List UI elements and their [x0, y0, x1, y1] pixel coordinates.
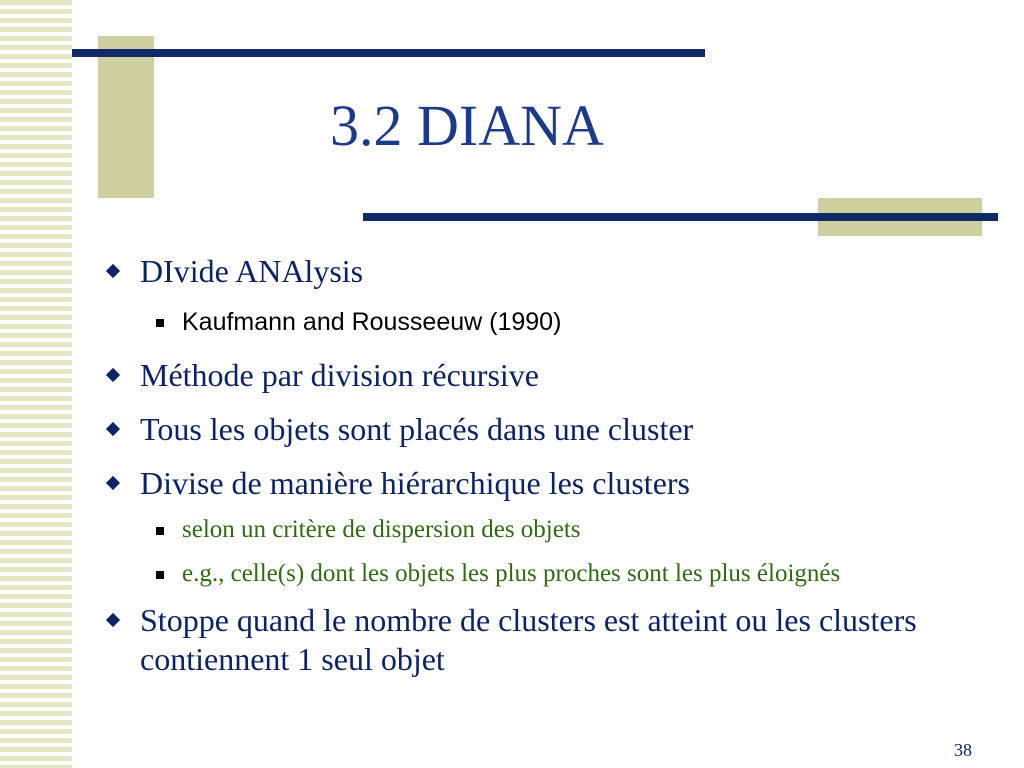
decor-block-left — [98, 36, 154, 198]
sub-bullet-4-1: selon un critère de dispersion des objets — [104, 515, 984, 545]
diamond-bullet-icon — [106, 264, 120, 278]
diamond-bullet-icon — [106, 368, 120, 382]
page-number: 38 — [954, 740, 972, 760]
bullet-4: Divise de manière hiérarchique les clusters — [104, 464, 984, 503]
bullet-3: Tous les objets sont placés dans une cluster — [104, 410, 984, 449]
bottom-rule — [363, 213, 998, 221]
bullet-2: Méthode par division récursive — [104, 356, 984, 395]
left-stripe-band — [0, 0, 72, 768]
square-bullet-icon — [156, 527, 164, 535]
bullet-1: DIvide ANAlysis — [104, 252, 984, 291]
sub-bullet-4-2: e.g., celle(s) dont les objets les plus proches sont les plus éloignés — [104, 559, 984, 589]
diamond-bullet-icon — [106, 422, 120, 436]
sub-bullet-1-1: Kaufmann and Rousseeuw (1990) — [104, 307, 984, 337]
square-bullet-icon — [156, 571, 164, 579]
diamond-bullet-icon — [106, 476, 120, 490]
slide-title: 3.2 DIANA — [330, 93, 604, 158]
bullet-5: Stoppe quand le nombre de clusters est atteint ou les clusters contiennent 1 seul objet — [104, 601, 984, 679]
slide-body — [104, 252, 984, 679]
top-rule — [72, 49, 705, 57]
square-bullet-icon — [156, 319, 164, 327]
diamond-bullet-icon — [106, 613, 120, 627]
